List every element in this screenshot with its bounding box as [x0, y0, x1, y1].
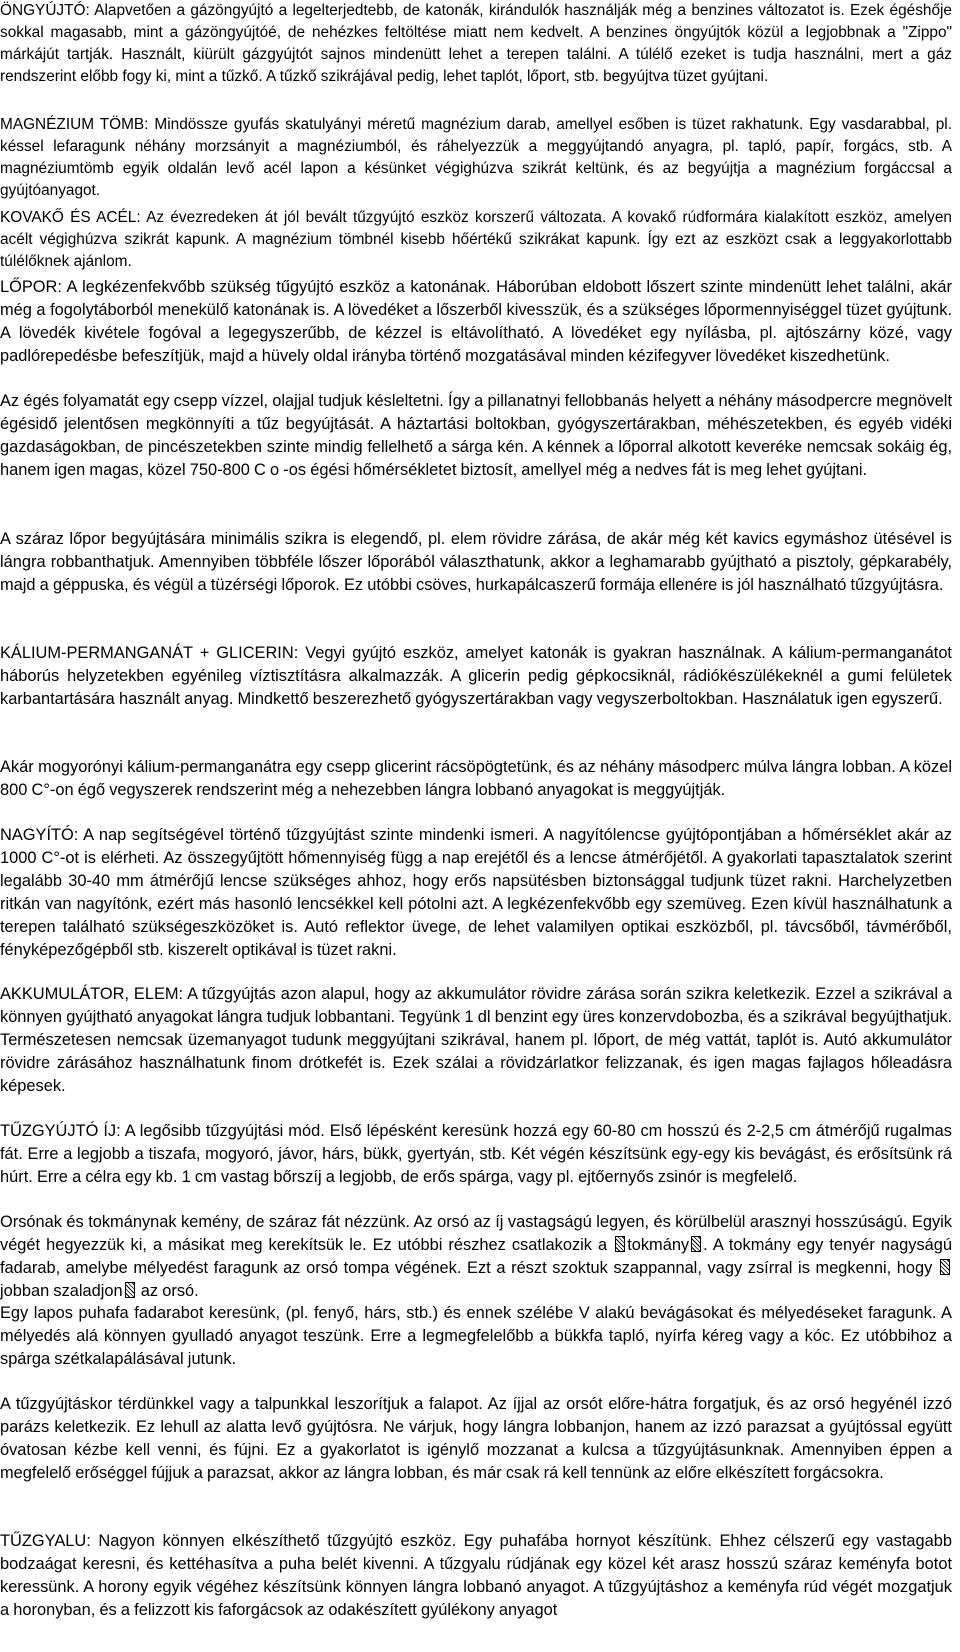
paragraph-nagyito: NAGYÍTÓ: A nap segítségével történő tűzgyújtást szinte mindenki ismeri. A nagyítólencse gyújtópontjában a hőmérséklet akár az 1000 C°-ot is elérheti. Az összegyűjtött hőmennyiség függ a nap erejétől és a lencse átmérőjétől. A gyakorlati tapasztalatok szerint legalább 30-40 mm átmérőjű lencse szükséges ahhoz, hogy erős napsütésben biztonsággal tudjunk tüzet rakni. Harchelyzetben ritkán van nagyítónk, ezért más hasonló lencsékkel kell pótolni azt. A legkézenfekvőbb egy szemüveg. Ezen kívül használhatunk a terepen található szükségeszközöket is. Autó reflektor üvege, de lehet valamilyen optikai eszközből, pl. távcsőből, távmérőből, fényképezőgépből stb. kiszerelt optikával is tüzet rakni.: [0, 826, 952, 959]
paragraph-tuzgyalu: TŰZGYALU: Nagyon könnyen elkészíthető tűzgyújtó eszköz. Egy puhafába hornyot készítünk. Ehhez célszerű egy vastagabb bodzaágat keresni, és kettéhasítva a puha belét kivenni. A tűzgyalu rúdjának egy közel két arasz hosszú száraz keményfa botot keressünk. A horony egyik végéhez készítsünk könnyen lángra lobbanó anyagot. A tűzgyújtáshoz a keményfa rúd végét mozgatjuk a horonyban, és a felizzott kis faforgácsok az odakészített gyúlékony anyagot: [0, 1532, 952, 1619]
paragraph-orso-es-tokmany: [0, 1211, 952, 1303]
paragraph-kovako-es-acel: KOVAKŐ ÉS ACÉL: Az évezredeken át jól bevált tűzgyújtó eszköz korszerű változata. A kovakő rúdformára kialakított eszköz, amelyen acélt végighúzva szikrát kapunk. A magnézium tömbnél kisebb hőértékű szikrákat kapunk. Így ezt az eszközt csak a leggyakorlottabb túlélőknek ajánlom.: [0, 209, 952, 270]
paragraph-kalium-permanganat: KÁLIUM-PERMANGANÁT + GLICERIN: Vegyi gyújtó eszköz, amelyet katonák is gyakran használnak. A kálium-permanganátot háborús helyzetekben egyénileg víztisztításra alkalmazzák. A glicerin pedig gépkocsiknál, rádiókészülékeknél a gumi felületek karbantartására használt anyag. Mindkettő beszerezhető gyógyszertárakban vagy vegyszerboltokban. Használatuk igen egyszerű.: [0, 644, 952, 708]
paragraph-lopor: LŐPOR: A legkézenfekvőbb szükség tűgyújtó eszköz a katonának. Háborúban eldobott lőszert szinte mindenütt lehet találni, akár még a fogolytáborból menekülő katonának is. A lövedéket a lőszerből kivesszük, és a szükséges lőpormennyiséggel tüzet gyújtunk. A lövedék kivétele fogóval a legegyszerűbb, de kézzel is eltávolítható. A lövedéket egy nyílásba, pl. ajtószárny közé, vagy padlórepedésbe befeszítjük, majd a hüvely oldal irányba történő mozgatásával minden kézifegyver lövedéket kiszedhetünk.: [0, 278, 952, 365]
paragraph-szaraz-lopor: A száraz lőpor begyújtására minimális szikra is elegendő, pl. elem rövidre zárása, de akár még két kavics egymáshoz ütésével is lángra robbanthatjuk. Amennyiben többféle lőszer lőporából választhatunk, akkor a leghamarabb gyújtható a pisztoly, gépkarabély, majd a géppuska, és végül a tüzérségi lőporok. Ez utóbbi csöves, hurkapálcaszerű formája ellenére is jól használható tűzgyújtásra.: [0, 530, 952, 594]
text-run: Orsónak és tokmánynak kemény, de száraz fát nézzünk. Az orsó az íj vastagságú legyen, és körülbelül arasznyi hosszúságú. Egyik végét hegyezzük ki, a másikat meg kerekítsük le. Ez utóbbi részhez csatlakozik a: [0, 1213, 952, 1254]
paragraph-magnezium-tomb: MAGNÉZIUM TÖMB: Mindössze gyufás skatulyányi méretű magnézium darab, amellyel esőben is tüzet rakhatunk. Egy vasdarabbal, pl. késsel lefaragunk néhány morzsányit a magnéziumból, és ráhelyezzük a meggyújtandó anyagra, pl. tapló, papír, forgács, stb. A magnéziumtömb egyik oldalán levő acél lapon a késünket végighúzva szikrát keltünk, és az begyújtja a magnézium forgáccsal a gyújtóanyagot.: [0, 116, 952, 199]
paragraph-eges-folyamata: Az égés folyamatát egy csepp vízzel, olajjal tudjuk késleltetni. Így a pillanatnyi fellobbanás helyett a néhány másodpercre megnövelt égésidő jelentősen megkönnyíti a tűz begyújtását. A háztartási boltokban, gyógyszertárakban, méhészetekben, és egyéb vidéki gazdaságokban, de pincészetekben szinte mindig fellelhető a sárga kén. A kénnek a lőporral alkotott keveréke nemcsak sokáig ég, hanem igen magas, közel 750-800 C o -os égési hőmérsékletet biztosít, amellyel még a nedves fát is meg lehet gyújtani.: [0, 392, 952, 479]
missing-glyph-icon: [691, 1236, 701, 1252]
text-run: . A tokmány egy tenyér nagyságú fadarab, amelybe mélyedést faragunk az orsó tompa végének. Ezt a részt szoktuk szappannal, vagy zsírral is megkenni, hogy: [0, 1236, 952, 1277]
paragraph-ongyujto: ÖNGYÚJTÓ: Alapvetően a gázöngyújtó a legelterjedtebb, de katonák, kirándulók használják még a benzines változatot is. Ezek égéshője sokkal magasabb, mint a gázöngyújtóé, de nehézkes feltöltése miatt nem kedvelt. A benzines öngyújtók közül a legjobbnak a "Zippo" márkájút tartják. Használt, kiürült gázgyújtót sajnos mindenütt lehet a terepen találni. A túlélő ezeket is tudja használni, mert a gáz rendszerint előbb fogy ki, mint a tűzkő. A tűzkő szikrájával pedig, lehet taplót, lőport, stb. begyújtva tüzet gyújtani.: [0, 2, 952, 85]
missing-glyph-icon: [940, 1259, 950, 1275]
missing-glyph-icon: [615, 1236, 625, 1252]
text-run: tokmány: [627, 1236, 690, 1254]
paragraph-tuzgyujtaskor: A tűzgyújtáskor térdünkkel vagy a talpunkkal leszorítjuk a falapot. Az íjjal az orsót előre-hátra forgatjuk, és az orsó hegyénél izzó parázs keletkezik. Ez lehull az alatta levő gyújtósra. Ne várjuk, hogy lángra lobbanjon, hanem az izzó parazsat a gyújtóssal együtt óvatosan kézbe kell venni, és fújni. Ez a gyakorlatot is igénylő mozzanat a kulcsa a tűzgyújtásunknak. Amennyiben éppen a megfelelő erőséggel fújjuk a parazsat, akkor az lángra lobban, és már csak rá kell tennünk az előre elkészített forgácsokra.: [0, 1395, 952, 1482]
text-run: az orsó.: [136, 1282, 199, 1300]
paragraph-akkumulator-elem: AKKUMULÁTOR, ELEM: A tűzgyújtás azon alapul, hogy az akkumulátor rövidre zárása során szikra keletkezik. Ezzel a szikrával a könnyen gyújtható anyagokat lángra tudjuk lobbantani. Tegyünk 1 dl benzint egy üres konzervdobozba, és a szikrával begyújthatjuk. Természetesen nemcsak üzemanyagot tudunk meggyújtani szikrával, hanem pl. lőport, de még vattát, taplót is. Autó akkumulátor rövidre zárásához használhatunk finom drótkefét is. Ezek szálai a rövidzárlatkor felizzanak, és igen magas fajlagos hőleadásra képesek.: [0, 985, 952, 1095]
missing-glyph-icon: [125, 1282, 135, 1298]
paragraph-mogyoronyi: Akár mogyorónyi kálium-permanganátra egy csepp glicerint rácsöpögtetünk, és az néhány másodperc múlva lángra lobban. A közel 800 C°-on égő vegyszerek rendszerint még a nehezebben lángra lobbanó anyagokat is meggyújtják.: [0, 758, 952, 799]
text-run: jobban szaladjon: [0, 1282, 123, 1300]
paragraph-lapos-puhafa: Egy lapos puhafa fadarabot keresünk, (pl. fenyő, hárs, stb.) és ennek szélébe V alakú bevágásokat és mélyedéseket faragunk. A mélyedés alá könnyen gyulladó anyagot teszünk. Erre a legmegfelelőbb a bükkfa tapló, nyírfa kéreg vagy a kóc. Ez utóbbihoz a spárga szétkalapálásával jutunk.: [0, 1304, 952, 1368]
paragraph-tuzgyujto-ij: TŰZGYÚJTÓ ÍJ: A legősibb tűzgyújtási mód. Első lépésként keresünk hozzá egy 60-80 cm hosszú és 2-2,5 cm átmérőjű rugalmas fát. Erre a legjobb a tiszafa, mogyoró, jávor, hárs, bükk, gyertyán, stb. Két végén készítsünk egy-egy kis bevágást, és erősítsünk rá húrt. Erre a célra egy kb. 1 cm vastag bőrszíj a legjobb, de erős spárga, vagy pl. ejtőernyős zsinór is megfelelő.: [0, 1122, 952, 1186]
